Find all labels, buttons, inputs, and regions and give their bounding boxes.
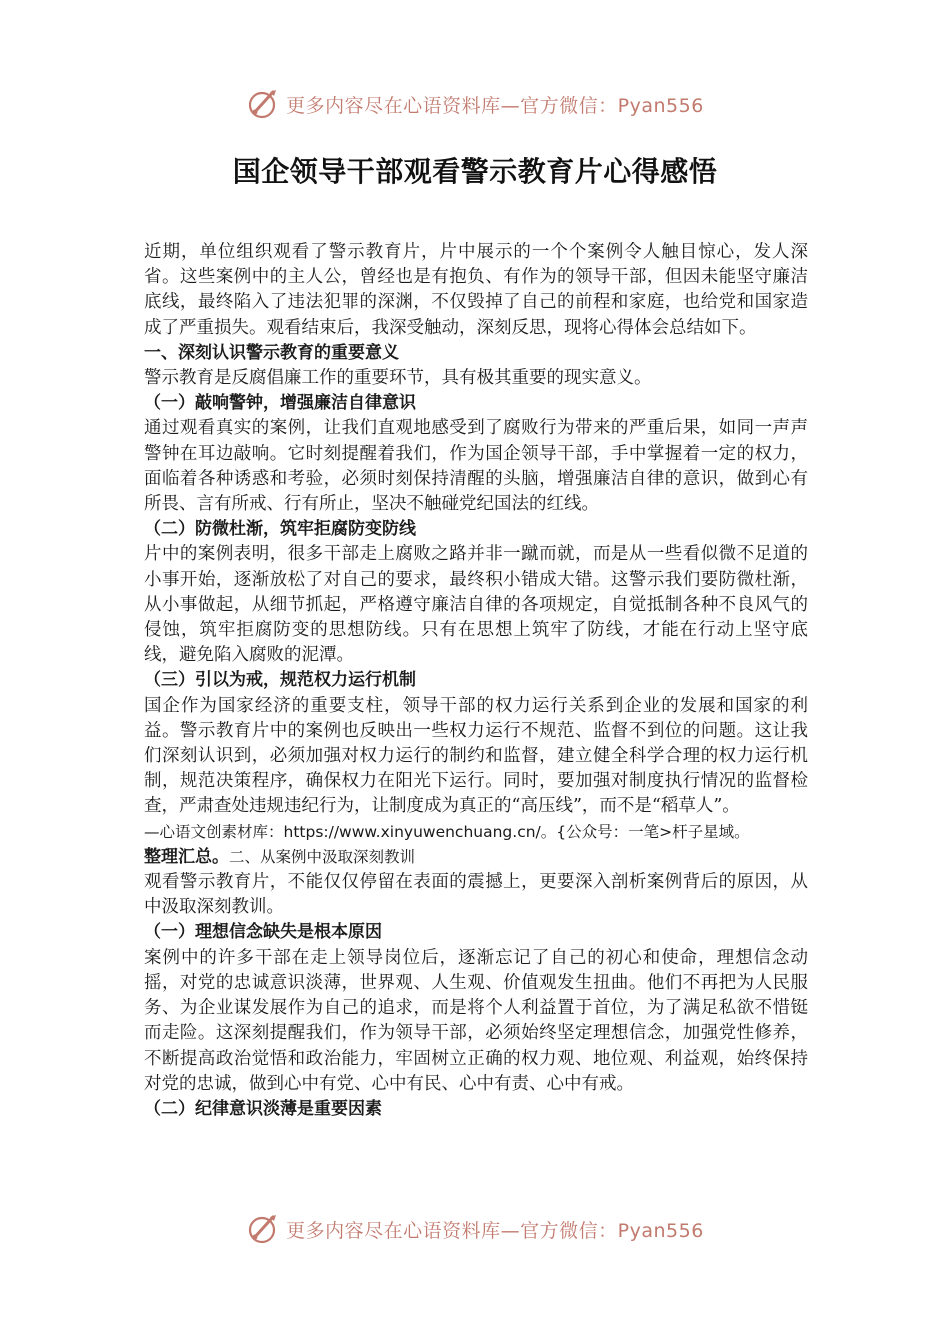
body-paragraph: 国企作为国家经济的重要支柱，领导干部的权力运行关系到企业的发展和国家的利益。警示教育片中的案例也反映出一些权力运行不规范、监督不到位的问题。这让我们深刻认识到，必须加强对权力运行的制约和监督，建立健全科学合理的权力运行机制，规范决策程序，确保权力在阳光下运行。同时，要加强对制度执行情况的监督检查，严肃查处违规违纪行为，让制度成为真正的“高压线”，而不是“稻草人”。	[144, 695, 808, 817]
footer-banner-text: 更多内容尽在心语资料库—官方微信：Pyan556	[286, 1219, 704, 1242]
section-heading: （二）纪律意识淡薄是重要因素	[144, 1098, 382, 1119]
body-paragraph: 案例中的许多干部在走上领导岗位后，逐渐忘记了自己的初心和使命，理想信念动摇，对党的忠诚意识淡薄，世界观、人生观、价值观发生扭曲。他们不再把为人民服务、为企业谋发展作为自己的追求，而是将个人利益置于首位，为了满足私欲不惜铤而走险。这深刻提醒我们，作为领导干部，必须始终坚定理想信念，加强党性修养，不断提高政治觉悟和政治能力，牢固树立正确的权力观、地位观、利益观，始终保持对党的忠诚，做到心中有党、心中有民、心中有责、心中有戒。	[144, 947, 808, 1094]
section-heading: 一、深刻认识警示教育的重要意义	[144, 342, 399, 363]
section-heading: （二）防微杜渐，筑牢拒腐防变防线	[144, 519, 416, 540]
mixed-heading-line	[144, 845, 808, 870]
body-paragraph: 通过观看真实的案例，让我们直观地感受到了腐败行为带来的严重后果，如同一声声警钟在耳边敲响。它时刻提醒着我们，作为国企领导干部，手中掌握着一定的权力，面临着各种诱惑和考验，必须时刻保持清醒的头脑，增强廉洁自律的意识，做到心有所畏、言有所戒、行有所止，坚决不触碰党纪国法的红线。	[144, 418, 808, 515]
footer-banner	[0, 1209, 950, 1249]
brush-logo-icon	[246, 1212, 280, 1246]
header-banner	[0, 84, 950, 124]
section-heading: （一）理想信念缺失是根本原因	[144, 922, 382, 943]
header-banner-text: 更多内容尽在心语资料库—官方微信：Pyan556	[286, 94, 704, 117]
brush-logo-icon	[246, 87, 280, 121]
body-paragraph: 观看警示教育片，不能仅仅停留在表面的震撼上，更要深入剖析案例背后的原因，从中汲取深刻教训。	[144, 872, 808, 918]
document-body	[144, 240, 808, 1122]
body-paragraph: 警示教育是反腐倡廉工作的重要环节，具有极其重要的现实意义。	[144, 368, 652, 389]
page-title: 国企领导干部观看警示教育片心得感悟	[232, 155, 718, 188]
bold-fragment: 整理汇总。	[144, 846, 229, 867]
body-paragraph: 近期，单位组织观看了警示教育片，片中展示的一个个案例令人触目惊心，发人深省。这些案例中的主人公，曾经也是有抱负、有作为的领导干部，但因未能坚守廉洁底线，最终陷入了违法犯罪的深渊，不仅毁掉了自己的前程和家庭，也给党和国家造成了严重损失。观看结束后，我深受触动，深刻反思，现将心得体会总结如下。	[144, 242, 808, 338]
section-heading-inline: 二、从案例中汲取深刻教训	[229, 847, 416, 866]
section-heading: （一）敲响警钟，增强廉洁自律意识	[144, 393, 416, 414]
body-paragraph: 片中的案例表明，很多干部走上腐败之路并非一蹴而就，而是从一些看似微不足道的小事开始，逐渐放松了对自己的要求，最终积小错成大错。这警示我们要防微杜渐，从小事做起，从细节抓起，严格遵守廉洁自律的各项规定，自觉抵制各种不良风气的侵蚀，筑牢拒腐防变的思想防线。只有在思想上筑牢了防线，才能在行动上坚守底线，避免陷入腐败的泥潭。	[144, 544, 808, 666]
source-note: —心语文创素材库：https://www.xinyuwenchuang.cn/。{公众号：一笔>杆子星域。	[144, 822, 750, 841]
section-heading: （三）引以为戒，规范权力运行机制	[144, 670, 416, 691]
